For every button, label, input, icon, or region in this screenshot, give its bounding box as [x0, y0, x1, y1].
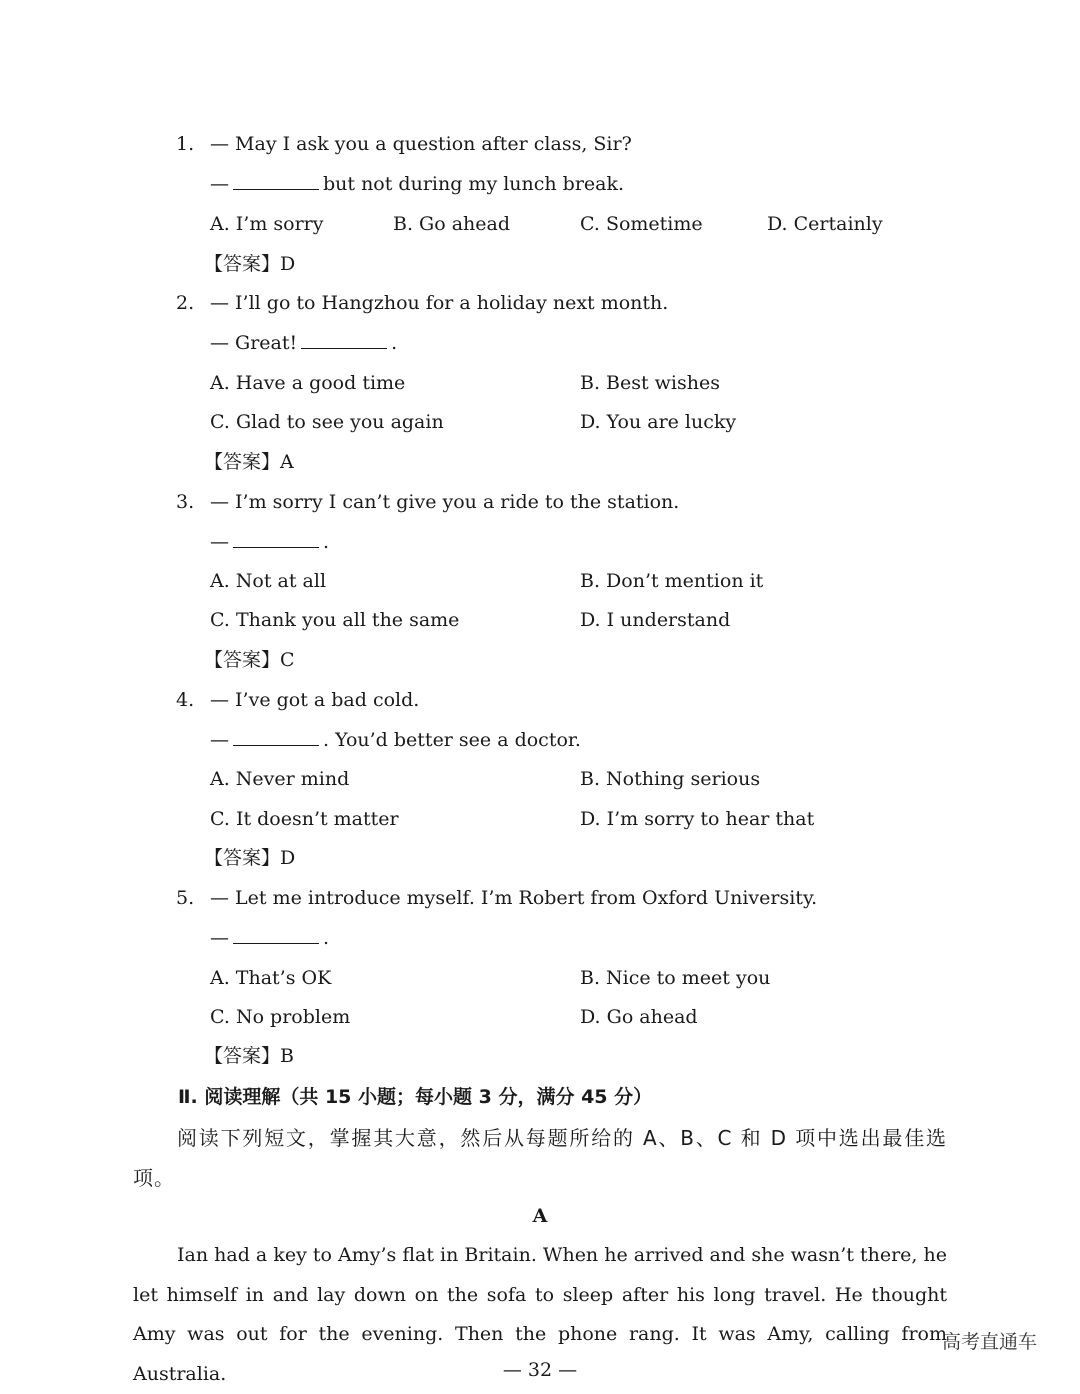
question-5-option-c: C. No problem [210, 1006, 351, 1028]
question-2-option-c: C. Glad to see you again [210, 411, 444, 433]
question-3-option-b: B. Don’t mention it [580, 570, 764, 592]
question-1-number: 1. [176, 133, 195, 155]
question-2-answer [204, 449, 294, 475]
question-5-option-a: A. That’s OK [210, 967, 332, 989]
question-3-option-a: A. Not at all [210, 570, 327, 592]
answer-label: 【答案】 [204, 649, 281, 671]
response-prefix: — [210, 173, 229, 195]
passage-title: A [532, 1205, 548, 1227]
question-4-option-c: C. It doesn’t matter [210, 808, 399, 830]
response-suffix: . You’d better see a doctor. [323, 729, 581, 751]
question-5-prompt: — Let me introduce myself. I’m Robert from Oxford University. [210, 887, 818, 909]
answer-value: D [280, 847, 296, 869]
answer-value: C [280, 649, 295, 671]
answer-value: D [280, 253, 296, 275]
question-5-option-b: B. Nice to meet you [580, 967, 771, 989]
response-prefix: — [210, 531, 229, 553]
answer-label: 【答案】 [204, 847, 281, 869]
question-1-option-a: A. I’m sorry [210, 213, 324, 235]
question-5-number: 5. [176, 887, 195, 909]
response-prefix: — Great! [210, 332, 298, 354]
question-1-option-b: B. Go ahead [393, 213, 510, 235]
question-4-option-b: B. Nothing serious [580, 768, 761, 790]
answer-label: 【答案】 [204, 1045, 281, 1067]
question-3-answer [204, 647, 295, 673]
answer-blank [301, 330, 387, 349]
answer-value: A [280, 451, 294, 473]
question-2-response [210, 330, 397, 356]
response-suffix: . [323, 531, 330, 553]
answer-label: 【答案】 [204, 451, 281, 473]
response-suffix: . [391, 332, 398, 354]
answer-blank [233, 727, 319, 746]
question-3-option-d: D. I understand [580, 609, 731, 631]
question-5-answer [204, 1043, 294, 1069]
answer-value: B [280, 1045, 294, 1067]
question-4-option-a: A. Never mind [210, 768, 350, 790]
question-2-option-d: D. You are lucky [580, 411, 737, 433]
question-2-number: 2. [176, 292, 195, 314]
question-2-option-a: A. Have a good time [210, 372, 406, 394]
question-5-option-d: D. Go ahead [580, 1006, 698, 1028]
question-1-answer [204, 251, 295, 277]
response-suffix: . [323, 927, 330, 949]
question-2-option-b: B. Best wishes [580, 372, 720, 394]
answer-blank [233, 925, 319, 944]
question-1-option-c: C. Sometime [580, 213, 703, 235]
section-instruction: 阅读下列短文，掌握其大意，然后从每题所给的 A、B、C 和 D 项中选出最佳选项。 [133, 1126, 947, 1190]
question-4-prompt: — I’ve got a bad cold. [210, 689, 420, 711]
question-2-prompt: — I’ll go to Hangzhou for a holiday next month. [210, 292, 669, 314]
question-5-response [210, 925, 329, 951]
response-suffix: but not during my lunch break. [323, 173, 625, 195]
passage-text: Ian had a key to Amy’s flat in Britain. When he arrived and she wasn’t there, he let himself in and lay down on the sofa to sleep after his long travel. He thought Amy was out for the evening. Then the phone rang. It was Amy, calling from Australia. [133, 1244, 947, 1385]
response-prefix: — [210, 927, 229, 949]
question-3-prompt: — I’m sorry I can’t give you a ride to the station. [210, 491, 680, 513]
question-4-response [210, 727, 581, 753]
answer-blank [233, 171, 319, 190]
question-4-number: 4. [176, 689, 195, 711]
question-3-response [210, 529, 329, 555]
question-1-response [210, 171, 624, 197]
page-number: — 32 — [502, 1359, 578, 1381]
question-3-option-c: C. Thank you all the same [210, 609, 460, 631]
answer-blank [233, 529, 319, 548]
question-3-number: 3. [176, 491, 195, 513]
question-4-option-d: D. I’m sorry to hear that [580, 808, 815, 830]
answer-label: 【答案】 [204, 253, 281, 275]
question-4-answer [204, 845, 295, 871]
question-1-option-d: D. Certainly [767, 213, 883, 235]
section-heading: Ⅱ. 阅读理解（共 15 小题；每小题 3 分，满分 45 分） [178, 1086, 653, 1108]
response-prefix: — [210, 729, 229, 751]
watermark: 高考直通车 [942, 1331, 1038, 1353]
question-1-prompt: — May I ask you a question after class, Sir? [210, 133, 632, 155]
